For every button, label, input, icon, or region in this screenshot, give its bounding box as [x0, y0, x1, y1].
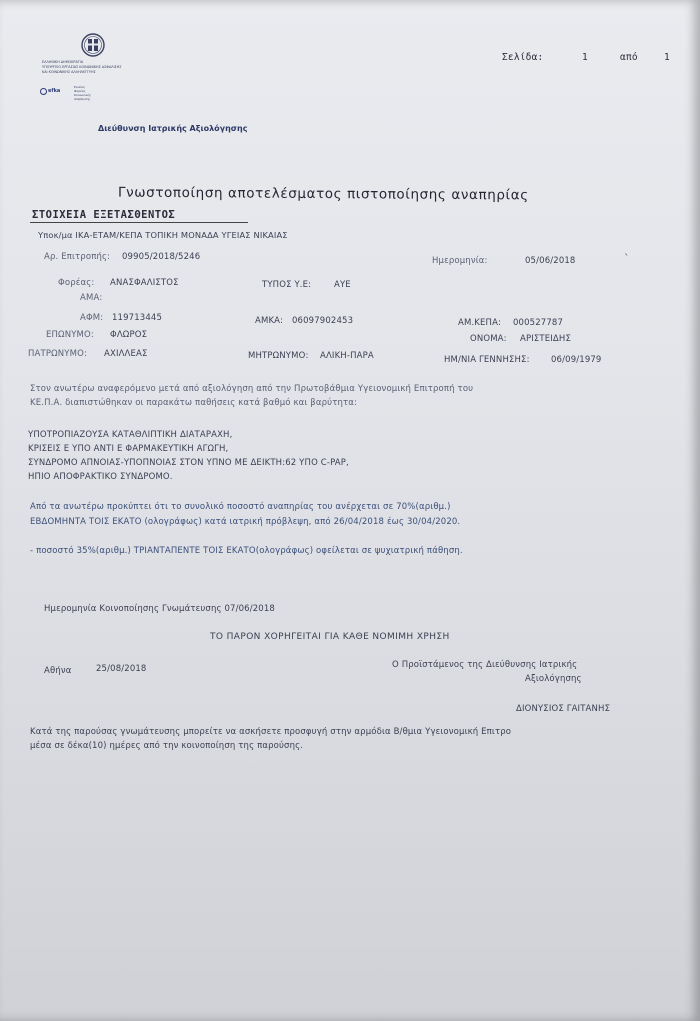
document-title: Γνωστοποίηση αποτελέσματος πιστοποίησης αναπηρίας — [118, 184, 529, 204]
name-label: ΟΝΟΜΑ: — [470, 334, 507, 344]
ministry-line-1: ΕΛΛΗΝΙΚΗ ΔΗΜΟΚΡΑΤΙΑ — [42, 60, 84, 64]
page-of-label: από — [620, 52, 638, 63]
father-label: ΠΑΤΡΩΝΥΜΟ: — [28, 349, 87, 359]
appeal-line-1: Κατά της παρούσας γνωμάτευσης μπορείτε να ασκήσετε προσφυγή στην αρμόδια Β/θμια Υγειονομική Επιτρο — [30, 727, 512, 737]
committee-label: Αρ. Επιτροπής: — [44, 252, 111, 262]
condition-4: ΗΠΙΟ ΑΠΟΦΡΑΚΤΙΚΟ ΣΥΝΔΡΟΜΟ. — [28, 472, 173, 482]
result-line-2: ΕΒΔΟΜΗΝΤΑ ΤΟΙΣ ΕΚΑΤΟ (ολογράφως) κατά ιατρική πρόβλεψη, από 26/04/2018 έως 30/04/2020. — [30, 517, 461, 527]
place-date: 25/08/2018 — [96, 664, 147, 674]
page-current: 1 — [582, 52, 588, 63]
intro-line-1: Στον ανωτέρω αναφερόμενο μετά από αξιολόγηση από την Πρωτοβάθμια Υγειονομική Επιτροπή του — [30, 384, 474, 394]
page-label: Σελίδα: — [502, 52, 544, 63]
section-title: ΣΤΟΙΧΕΙΑ ΕΞΕΤΑΣΘΕΝΤΟΣ — [32, 209, 176, 221]
condition-1: ΥΠΟΤΡΟΠΙΑΖΟΥΣΑ ΚΑΤΑΘΛΙΠΤΙΚΗ ΔΙΑΤΑΡΑΧΗ, — [28, 430, 233, 440]
type-label: ΤΥΠΟΣ Υ.Ε: — [262, 280, 312, 290]
father-value: ΑΧΙΛΛΕΑΣ — [104, 349, 148, 359]
subcommittee: Υποκ/μα ΙΚΑ-ΕΤΑΜ/ΚΕΠΑ ΤΟΠΙΚΗ ΜΟΝΑΔΑ ΥΓΕΙΑΣ ΝΙΚΑΙΑΣ — [38, 230, 288, 240]
surname-value: ΦΛΩΡΟΣ — [110, 330, 148, 340]
birth-label: ΗΜ/ΝΙΑ ΓΕΝΝΗΣΗΣ: — [444, 355, 530, 365]
appeal-line-2: μέσα σε δέκα(10) ημέρες από την κοινοποίηση της παρούσης. — [30, 741, 304, 751]
condition-2: ΚΡΙΣΕΙΣ Ε ΥΠΟ ΑΝΤΙ Ε ΦΑΡΜΑΚΕΥΤΙΚΗ ΑΓΩΓΗ, — [28, 444, 229, 454]
insurer-label: Φορέας: — [58, 278, 95, 288]
result-line-1: Από τα ανωτέρω προκύπτει ότι το συνολικό ποσοστό αναπηρίας του ανέρχεται σε 70%(αριθμ.) — [30, 502, 451, 512]
insurer-value: ΑΝΑΣΦΑΛΙΣΤΟΣ — [110, 278, 179, 288]
efka-line-3: Κοινωνικής — [74, 93, 92, 97]
efka-line-1: Ενιαίος — [74, 85, 86, 89]
signer-name: ΔΙΟΝΥΣΙΟΣ ΓΑΙΤΑΝΗΣ — [516, 704, 611, 714]
ministry-line-2: ΥΠΟΥΡΓΕΙΟ ΕΡΓΑΣΙΑΣ ΚΟΙΝΩΝΙΚΗΣ ΑΣΦΑΛΙΣΗΣ — [42, 65, 122, 69]
efka-line-4: Ασφάλισης — [74, 97, 91, 101]
amkepa-label: ΑΜ.ΚΕΠΑ: — [458, 318, 502, 328]
page-total: 1 — [664, 52, 670, 63]
name-value: ΑΡΙΣΤΕΙΔΗΣ — [520, 334, 571, 344]
committee-number: 09905/2018/5246 — [122, 252, 201, 262]
amka-value: 06097902453 — [292, 316, 354, 326]
signer-title-line-1: Ο Προϊστάμενος της Διεύθυνσης Ιατρικής — [392, 660, 578, 670]
date-value: 05/06/2018 — [525, 256, 576, 266]
header-logo-block — [40, 30, 150, 110]
notification-date: Ημερομηνία Κοινοποίησης Γνωμάτευσης 07/06/2018 — [44, 604, 275, 614]
place-label: Αθήνα — [44, 666, 72, 676]
ama-label: ΑΜΑ: — [80, 293, 103, 303]
amka-label: ΑΜΚΑ: — [255, 316, 284, 326]
section-underline — [30, 222, 248, 223]
condition-3: ΣΥΝΔΡΟΜΟ ΑΠΝΟΙΑΣ-ΥΠΟΠΝΟΙΑΣ ΣΤΟΝ ΥΠΝΟ ΜΕ ΔΕΙΚΤΗ:62 ΥΠΟ C-PAP, — [28, 458, 349, 468]
afm-value: 119713445 — [112, 313, 163, 323]
efka-logo: efka — [48, 88, 61, 94]
directorate-name: Διεύθυνση Ιατρικής Αξιολόγησης — [98, 124, 248, 133]
ministry-line-3: ΚΑΙ ΚΟΙΝΩΝΙΚΗΣ ΑΛΛΗΛΕΓΓΥΗΣ — [42, 70, 96, 74]
efka-line-2: Φορέας — [74, 89, 86, 93]
surname-label: ΕΠΩΝΥΜΟ: — [46, 330, 94, 340]
afm-label: ΑΦΜ: — [80, 313, 104, 323]
pen-mark: ˋ — [624, 252, 630, 265]
mother-label: ΜΗΤΡΩΝΥΜΟ: — [248, 351, 309, 361]
signer-title-line-2: Αξιολόγησης — [525, 674, 582, 684]
psychiatric-note: - ποσοστό 35%(αριθμ.) ΤΡΙΑΝΤΑΠΕΝΤΕ ΤΟΙΣ ΕΚΑΤΟ(ολογράφως) οφείλεται σε ψυχιατρική πάθηση. — [30, 546, 463, 556]
efka-mark-icon — [40, 88, 47, 95]
type-value: ΑΥΕ — [334, 280, 351, 290]
legal-use-statement: ΤΟ ΠΑΡΟΝ ΧΟΡΗΓΕΙΤΑΙ ΓΙΑ ΚΑΘΕ ΝΟΜΙΜΗ ΧΡΗΣΗ — [210, 632, 450, 642]
intro-line-2: ΚΕ.Π.Α. διαπιστώθηκαν οι παρακάτω παθήσεις κατά βαθμό και βαρύτητα: — [30, 398, 358, 408]
mother-value: ΑΛΙΚΗ-ΠΑΡΑ — [320, 351, 374, 361]
birth-value: 06/09/1979 — [551, 355, 602, 365]
amkepa-value: 000527787 — [513, 318, 564, 328]
date-label: Ημερομηνία: — [432, 256, 488, 266]
greek-emblem-icon — [80, 32, 106, 58]
